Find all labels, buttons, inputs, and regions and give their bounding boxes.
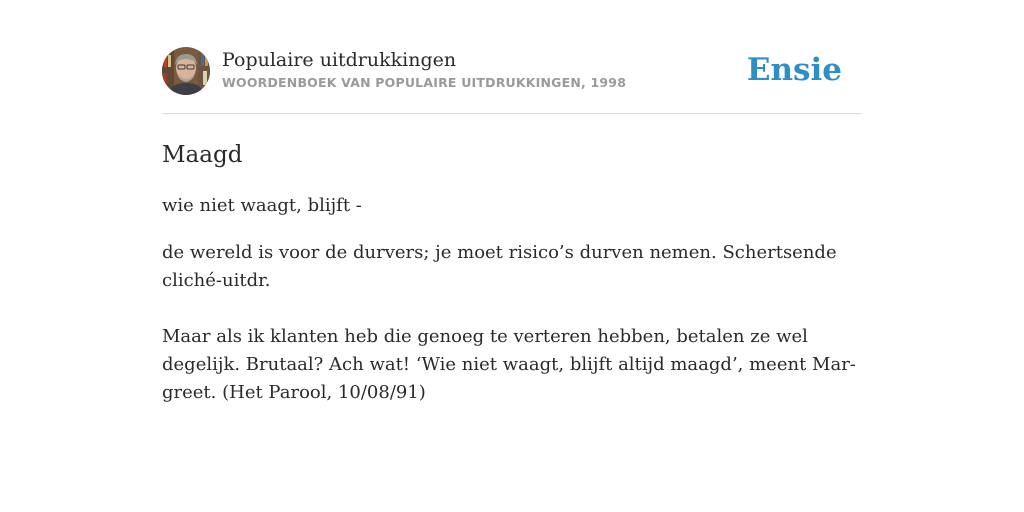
entry-example: Maar als ik klanten heb die genoeg te verteren hebben, betalen ze wel degelijk. Brutaal? Ach wat! ‘Wie niet waagt, blijft altijd maagd’, meent Mar- greet. (Het Parool, 10/08/91) [162,326,856,403]
ensie-logo[interactable]: Ensie [746,52,842,88]
source-header [162,46,862,114]
entry-definition: de wereld is voor de durvers; je moet risico’s durven nemen. Schertsende cliché-uitdr. [162,242,837,291]
source-info [222,50,747,92]
entry-phrase: wie niet waagt, blijft - [162,195,362,216]
author-portrait-icon [162,47,210,95]
author-avatar[interactable] [162,47,210,95]
source-title[interactable]: Populaire uitdrukkingen [222,49,457,71]
entry-card [162,46,862,407]
entry-title: Maagd [162,142,243,168]
source-subtitle: WOORDENBOEK VAN POPULAIRE UITDRUKKINGEN, 1998 [222,75,627,90]
